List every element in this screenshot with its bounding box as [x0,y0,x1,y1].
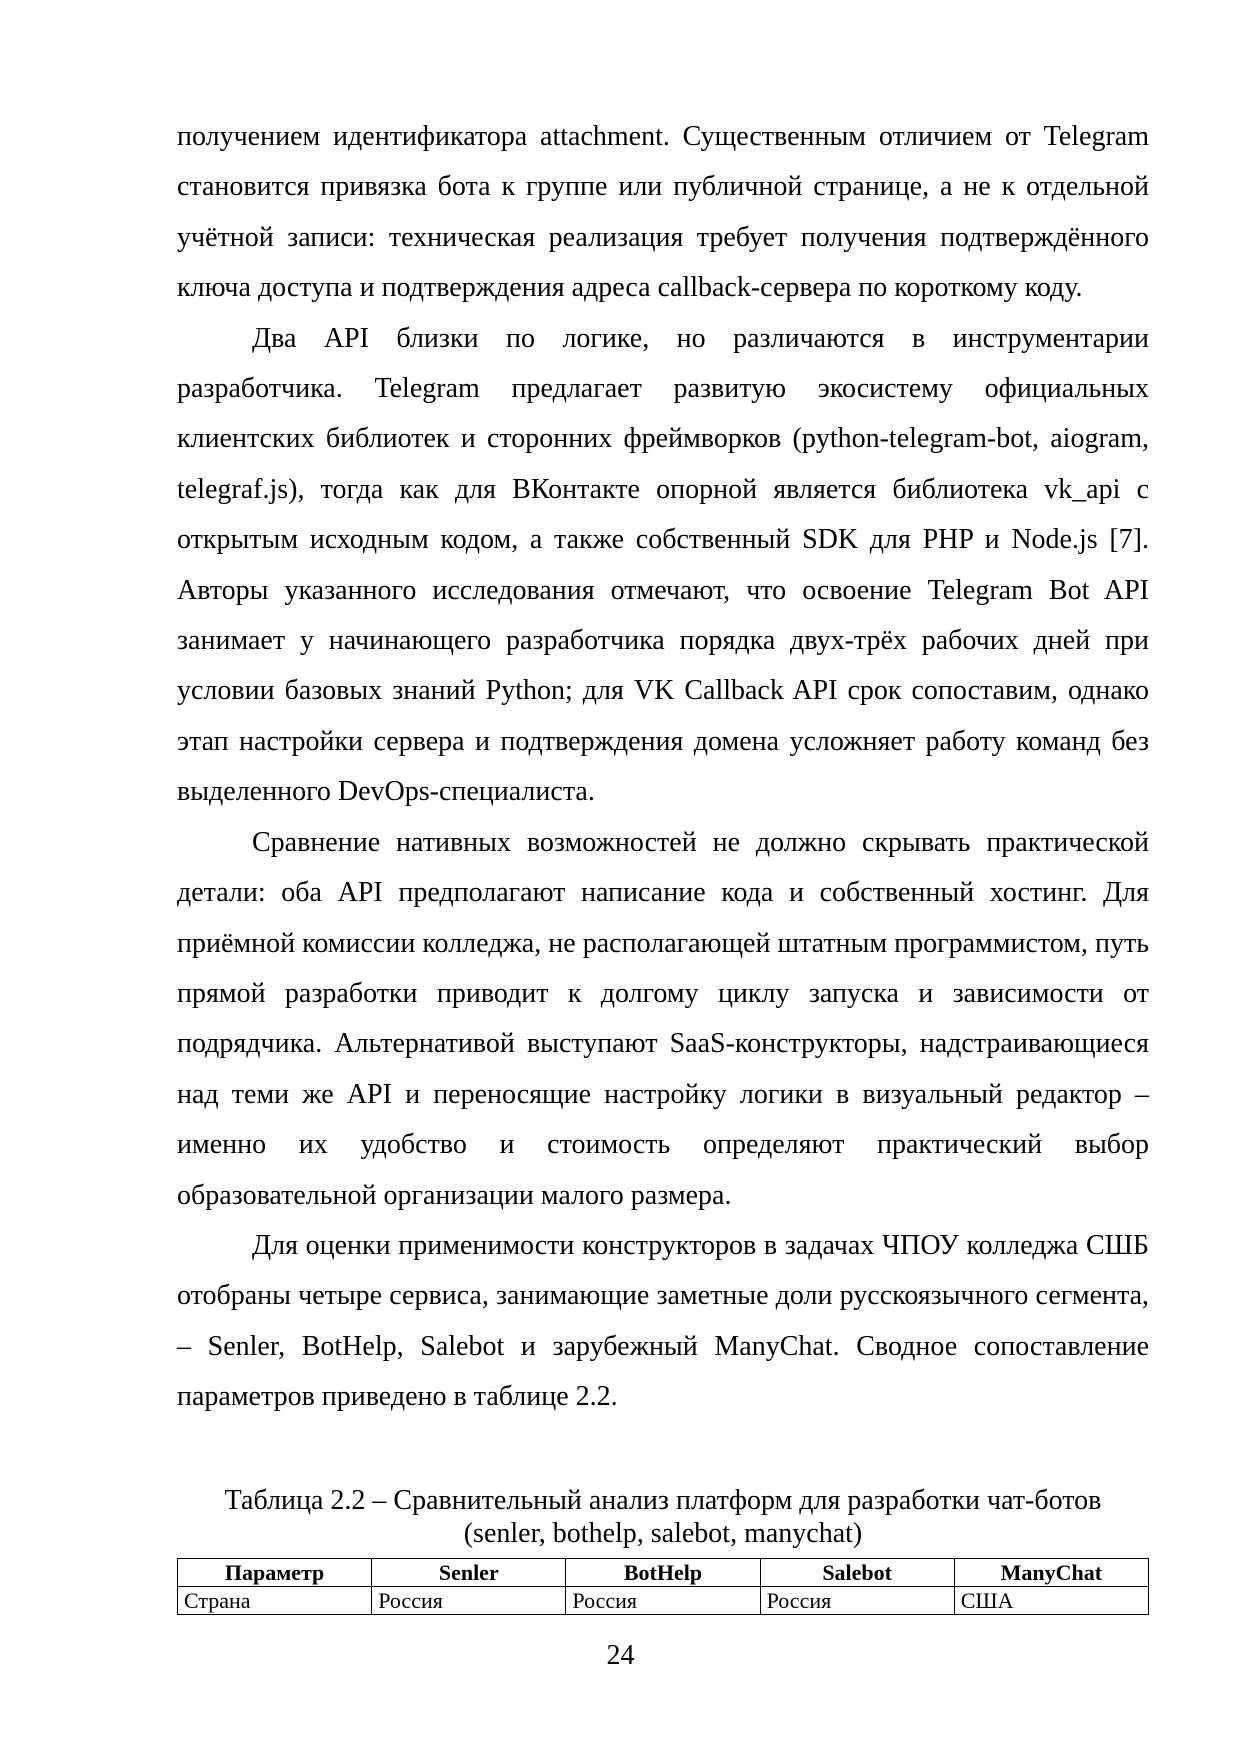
table-header-cell: Параметр [178,1559,372,1587]
page-number: 24 [606,1640,635,1671]
table-cell: США [954,1587,1148,1615]
paragraph-platform-selection: Для оценки применимости конструкторов в задачах ЧПОУ колледжа СШБ отобраны четыре сервиса, занимающие заметные доли русскоязычного сегмента, – Senler, BotHelp, Salebot и зарубежный ManyChat. Сводное сопоставление параметров приведено в таблице 2.2. [177,1229,1149,1413]
table-header-cell: Senler [372,1559,566,1587]
table-caption [177,1484,1149,1550]
paragraph-api-comparison: Два API близки по логике, но различаются в инструментарии разработчика. Telegram предлагает развитую экосистему официальных клиентских библиотек и сторонних фреймворков (python-telegram-bot, aiogram, telegraf.js), тогда как для ВКонтакте опорной является библиотека vk_api с открытым исходным кодом, а также собственный SDK для PHP и Node.js [7]. Авторы указанного исследования отмечают, что освоение Telegram Bot API занимает у начинающего разработчика порядка двух-трёх рабочих дней при условии базовых знаний Python; для VK Callback API срок сопоставим, однако этап настройки сервера и подтверждения домена усложняет работу команд без выделенного DevOps-специалиста. [177,322,1149,808]
table-cell: Россия [760,1587,954,1615]
table-caption-line-2: (senler, bothelp, salebot, manychat) [463,1518,863,1549]
paragraph-saas-alternative: Сравнение нативных возможностей не должно скрывать практической детали: оба API предполагают написание кода и собственный хостинг. Для приёмной комиссии колледжа, не располагающей штатным программистом, путь прямой разработки приводит к долгому циклу запуска и зависимости от подрядчика. Альтернативой выступают SaaS-конструкторы, надстраивающиеся над теми же API и переносящие настройку логики в визуальный редактор – именно их удобство и стоимость определяют практический выбор образовательной организации малого размера. [177,826,1149,1211]
table-cell: Страна [178,1587,372,1615]
table-header-cell: ManyChat [954,1559,1148,1587]
comparison-table [177,1558,1149,1615]
table-cell: Россия [372,1587,566,1615]
document-body [177,112,1149,1423]
table-header-cell: BotHelp [566,1559,760,1587]
table-row [178,1587,1149,1615]
table-caption-line-1: Таблица 2.2 – Сравнительный анализ платформ для разработки чат-ботов [224,1485,1102,1516]
table-header-row [178,1559,1149,1587]
table-cell: Россия [566,1587,760,1615]
table-header-cell: Salebot [760,1559,954,1587]
paragraph-continuation: получением идентификатора attachment. Существенным отличием от Telegram становится привязка бота к группе или публичной странице, а не к отдельной учётной записи: техническая реализация требует получения подтверждённого ключа доступа и подтверждения адреса callback-сервера по короткому коду. [177,121,1149,304]
